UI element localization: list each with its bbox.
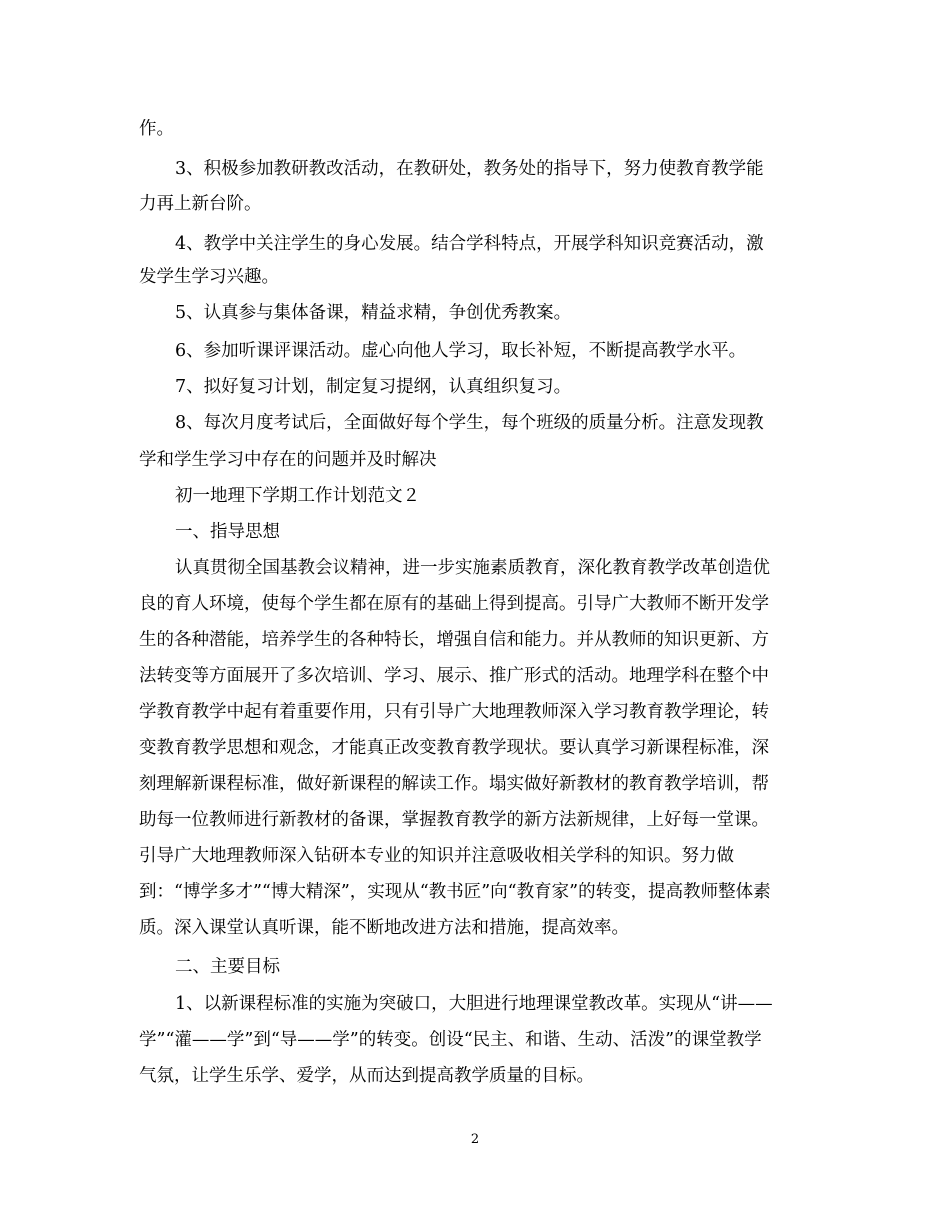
text-line: 一、指导思想 bbox=[175, 522, 280, 542]
text-line: 到：“博学多才”“博大精深”，实现从“教书匠”向“教育家”的转变，提高教师整体素 bbox=[139, 882, 771, 902]
text-line: 质。深入课堂认真听课，能不断地改进方法和措施，提高效率。 bbox=[139, 918, 629, 938]
text-line: 7、拟好复习计划，制定复习提纲，认真组织复习。 bbox=[175, 377, 572, 397]
text-line: 力再上新台阶。 bbox=[139, 194, 262, 214]
text-line: 认真贯彻全国基教会议精神，进一步实施素质教育，深化教育教学改革创造优 bbox=[175, 558, 770, 578]
text-line: 6、参加听课评课活动。虚心向他人学习，取长补短，不断提高教学水平。 bbox=[175, 341, 747, 361]
text-line: 良的育人环境，使每个学生都在原有的基础上得到提高。引导广大教师不断开发学 bbox=[139, 594, 769, 614]
text-line: 作。 bbox=[139, 119, 174, 139]
page-number: 2 bbox=[470, 1132, 480, 1147]
text-line: 引导广大地理教师深入钻研本专业的知识并注意吸收相关学科的知识。努力做 bbox=[139, 846, 734, 866]
text-line: 法转变等方面展开了多次培训、学习、展示、推广形式的活动。地理学科在整个中 bbox=[139, 666, 769, 686]
text-line: 学”“灌——学”到“导——学”的转变。创设“民主、和谐、生动、活泼”的课堂教学 bbox=[139, 1030, 762, 1050]
text-line: 学教育教学中起有着重要作用，只有引导广大地理教师深入学习教育教学理论，转 bbox=[139, 702, 769, 722]
text-line: 刻理解新课程标准，做好新课程的解读工作。塌实做好新教材的教育教学培训，帮 bbox=[139, 774, 769, 794]
text-line: 4、教学中关注学生的身心发展。结合学科特点，开展学科知识竞赛活动，激 bbox=[175, 234, 764, 254]
text-line: 1、以新课程标准的实施为突破口，大胆进行地理课堂教改革。实现从“讲—— bbox=[175, 994, 773, 1014]
text-line: 初一地理下学期工作计划范文２ bbox=[175, 486, 420, 506]
text-line: 二、主要目标 bbox=[175, 957, 280, 977]
text-line: 变教育教学思想和观念，才能真正改变教育教学现状。要认真学习新课程标准，深 bbox=[139, 738, 769, 758]
text-line: 助每一位教师进行新教材的备课，掌握教育教学的新方法新规律，上好每一堂课。 bbox=[139, 810, 769, 830]
text-line: 3、积极参加教研教改活动，在教研处，教务处的指导下，努力使教育教学能 bbox=[175, 159, 764, 179]
text-line: 发学生学习兴趣。 bbox=[139, 267, 279, 287]
text-line: 5、认真参与集体备课，精益求精，争创优秀教案。 bbox=[175, 303, 572, 323]
text-line: 学和学生学习中存在的问题并及时解决 bbox=[139, 450, 437, 470]
text-line: 8、每次月度考试后，全面做好每个学生，每个班级的质量分析。注意发现教 bbox=[175, 413, 764, 433]
text-line: 气氛，让学生乐学、爱学，从而达到提高教学质量的目标。 bbox=[139, 1066, 594, 1086]
text-line: 生的各种潜能，培养学生的各种特长，增强自信和能力。并从教师的知识更新、方 bbox=[139, 630, 769, 650]
